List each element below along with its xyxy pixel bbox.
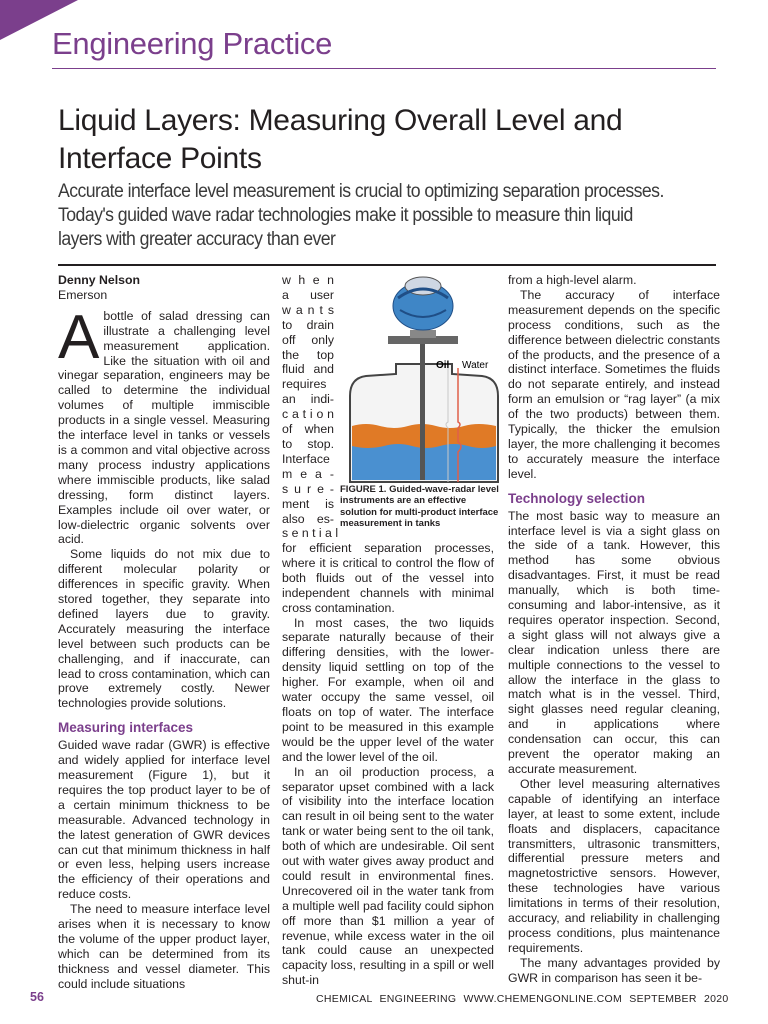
author-affiliation: Emerson <box>58 287 108 302</box>
wrap-line: to stop. <box>282 436 334 451</box>
wrap-line: s u r e - <box>282 481 334 496</box>
column-2 <box>282 541 494 988</box>
section-rule <box>52 68 716 69</box>
paragraph: The many advantages provided by GWR in comparison has seen it be- <box>508 955 720 985</box>
neck <box>410 330 436 338</box>
paragraph <box>58 302 270 548</box>
wrap-line: of when <box>282 422 334 437</box>
paragraph: from a high-level alarm. <box>508 273 637 287</box>
paragraph: The need to measure interface level arises when it is necessary to know the volume of the upper product layer, which can be determined from its thickness and vessel diameter. This could include situations <box>58 902 270 991</box>
paragraph: The accuracy of interface measurement depends on the specific process conditions, such as the difference between dielectric constants of the products, and the presence of a distinct interface. Sometimes the fluids do not separate entirely, and instead form an emulsion or “rag layer” (a mix of the two products) between them. Typically, the thicker the emulsion layer, the more challenging it becomes to accurately measure the interface level. <box>508 287 720 481</box>
drop-cap: A <box>58 302 100 372</box>
subhead-measuring-interfaces: Measuring interfaces <box>58 720 194 736</box>
wrap-line: to drain <box>282 317 334 332</box>
wrap-line: an indi- <box>282 392 334 407</box>
wrap-line: the top <box>282 347 334 362</box>
probe-rod <box>420 338 425 480</box>
wrap-line: w a n t s <box>282 302 334 317</box>
wrap-line: fluid and <box>282 362 334 377</box>
paragraph: In an oil production process, a separator upset combined with a lack of visibility into the interface location can result in oil being sent to the water tank or water being sent to the oil tank, both of which are undesirable. Oil sent out with water gives away product and could result in environmental fines. Unrecovered oil in the water tank from a multiple well pad facility could siphon off more than $1 million a year of revenue, while excess water in the oil tank could cause an unexpected capacity loss, resulting in a spill or well shut-in <box>282 764 494 988</box>
article-deck: Accurate interface level measurement is crucial to optimizing separation processes. Today's guided wave radar technologies make it possible to measure thin liquid layers with greater accuracy than ever <box>58 181 664 250</box>
footer-publication: CHEMICAL ENGINEERING WWW.CHEMENGONLINE.COM SEPTEMBER 2020 <box>316 993 729 1005</box>
gwr-illustration <box>336 276 504 486</box>
paragraph: for efficient separation processes, where it is critical to control the flow of both fluids out of the vessel into independent channels with minimal cross contamination. <box>282 541 494 615</box>
paragraph: The most basic way to measure an interface level is via a sight glass on the side of a tank. However, this method has some obvious disadvantages. First, it must be read manually, which is both time-consuming and labor-intensive, as it requires operator inspection. Second, a sight glass will not always give a clear indication unless there are multiple connections to the vessel to allow the interface in the glass to match what is in the vessel. Third, sight glasses need regular cleaning, and in applications where condensation can occur, this can prevent the operator making an accurate measurement. <box>508 508 720 776</box>
figure-caption <box>340 484 500 530</box>
column-2-wrap <box>282 273 339 541</box>
label-oil: Oil <box>436 360 450 371</box>
wrap-line: also es- <box>282 511 334 526</box>
wrap-line: requires <box>282 377 327 392</box>
wrap-line: c a t i o n <box>282 407 334 422</box>
wrap-line: m e a - <box>282 466 334 481</box>
column-3 <box>508 273 720 986</box>
caption-body: Guided-wave-radar level instruments are an effective solution for multi-product interface measurement in tanks <box>340 484 499 530</box>
paragraph: In most cases, the two liquids separate naturally because of their differing densities, with the lower-density liquid settling on top of the higher. For example, when oil and water occupy the same vessel, oil floats on top of water. The interface point to be measured in this example would be the upper level of the water and the lower level of the oil. <box>282 615 494 764</box>
wrap-line: Interface <box>282 451 330 466</box>
column-1 <box>58 273 270 992</box>
paragraph: Some liquids do not mix due to different molecular polarity or differences in specific gravity. When stored together, they separate into defined layers due to gravity. Accurately measuring the interface level between such products can be challenging, and if inaccurate, can lead to cross contamination, which can prove extremely costly. Newer technologies provide solutions. <box>58 547 270 711</box>
section-title: Engineering Practice <box>52 26 333 61</box>
wrap-line: off only <box>282 332 334 347</box>
page-number: 56 <box>30 990 44 1004</box>
wrap-line: a user <box>282 287 334 302</box>
paragraph-text: bottle of salad dressing can illustrate a challenging level measurement application. Like the situation with oil and vinegar separation, engineers may be called to determine the individual volumes of multiple immiscible products in a single vessel. Measuring the interface level in tanks or vessels is a common and vital objective across many process industry applications where immiscible products, like salad dressing, form distinct layers. Examples include oil over water, or low-dielectric organic solvents over acid. <box>58 308 270 547</box>
deck-rule <box>58 264 716 266</box>
label-water: Water <box>462 360 489 371</box>
wrap-line: s e n t i a l <box>282 526 339 541</box>
article-headline: Liquid Layers: Measuring Overall Level and Interface Points <box>58 104 623 175</box>
wrap-line: w h e n <box>282 273 334 287</box>
subhead-technology-selection: Technology selection <box>508 490 646 506</box>
paragraph: Other level measuring alternatives capable of identifying an interface layer, at least to some extent, include floats and displacers, capacitance transmitters, ultrasonic transmitters, differential pressure meters and magnetostrictive sensors. However, these technologies have various limitations in terms of their resolution, accuracy, and reliability in challenging process conditions, plus maintenance requirements. <box>508 776 720 955</box>
author-name: Denny Nelson <box>58 273 140 287</box>
wrap-line: ment is <box>282 496 334 511</box>
paragraph: Guided wave radar (GWR) is effective and widely applied for interface level measurement (Figure 1), but it requires the top product layer to be of a certain minimum thickness to be measurable. Advanced technology in the latest generation of GWR devices can cut that minimum thickness in half or even less, helping users increase the efficiency of their operations and reduce costs. <box>58 738 270 902</box>
caption-head: FIGURE 1. <box>340 484 387 495</box>
